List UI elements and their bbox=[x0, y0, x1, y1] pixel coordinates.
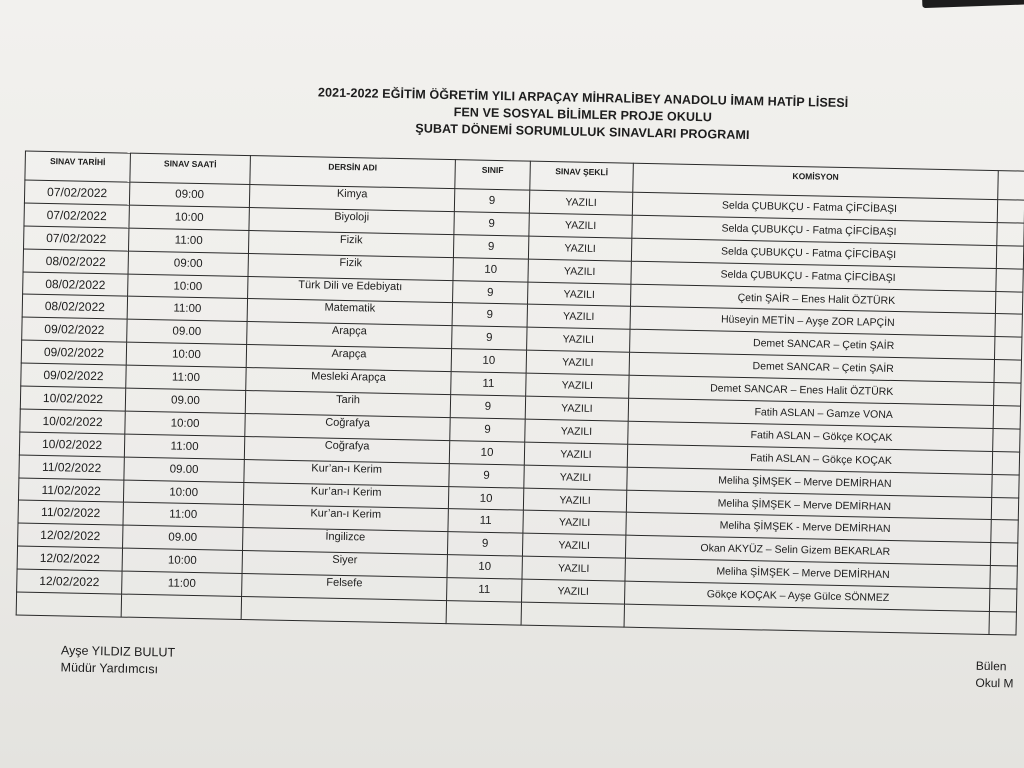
commission-cell: Selda ÇUBUKÇU - Fatma ÇİFCİBAŞI bbox=[631, 261, 996, 291]
right-signatory-title-fragment: Okul M bbox=[975, 675, 1014, 691]
exam-time-cell: 11:00 bbox=[123, 503, 243, 528]
exam-date-cell: 11/02/2022 bbox=[18, 500, 123, 525]
class-cell: 9 bbox=[453, 234, 528, 258]
extra-cell bbox=[995, 291, 1022, 314]
commission-cell: Fatih ASLAN – Gökçe KOÇAK bbox=[627, 444, 992, 474]
class-cell: 9 bbox=[449, 463, 524, 487]
exam-date-cell: 12/02/2022 bbox=[18, 523, 123, 548]
exam-type-cell: YAZILI bbox=[526, 373, 629, 398]
exam-time-cell: 11:00 bbox=[126, 365, 246, 390]
exam-type-cell: YAZILI bbox=[523, 488, 626, 513]
commission-cell: Demet SANCAR – Enes Halit ÖZTÜRK bbox=[629, 375, 994, 405]
exam-date-cell: 08/02/2022 bbox=[23, 249, 128, 274]
commission-cell: Meliha ŞİMŞEK – Merve DEMİRHAN bbox=[625, 558, 990, 588]
extra-cell bbox=[992, 451, 1019, 474]
exam-type-cell: YAZILI bbox=[527, 282, 630, 307]
extra-cell bbox=[993, 428, 1020, 451]
exam-type-cell: YAZILI bbox=[528, 236, 631, 261]
exam-date-cell: 10/02/2022 bbox=[20, 386, 125, 411]
extra-cell bbox=[989, 612, 1016, 635]
exam-type-cell: YAZILI bbox=[528, 259, 631, 284]
class-cell: 9 bbox=[453, 280, 528, 304]
exam-type-cell: YAZILI bbox=[529, 213, 632, 238]
extra-cell bbox=[990, 566, 1017, 589]
course-name-cell: Kur’an-ı Kerim bbox=[243, 505, 448, 532]
course-name-cell: Kur’an-ı Kerim bbox=[243, 482, 448, 509]
class-cell: 10 bbox=[447, 555, 522, 579]
commission-cell: Selda ÇUBUKÇU - Fatma ÇİFCİBAŞI bbox=[631, 238, 996, 268]
extra-cell bbox=[990, 543, 1017, 566]
course-name-cell: Kur’an-ı Kerim bbox=[244, 459, 449, 486]
commission-cell: Selda ÇUBUKÇU - Fatma ÇİFCİBAŞI bbox=[632, 192, 997, 222]
class-cell: 9 bbox=[447, 532, 522, 556]
class-cell: 9 bbox=[450, 418, 525, 442]
extra-cell bbox=[997, 200, 1024, 223]
exam-type-cell: YAZILI bbox=[522, 533, 625, 558]
commission-cell: Demet SANCAR – Çetin ŞAİR bbox=[629, 352, 994, 382]
exam-date-cell: 11/02/2022 bbox=[19, 455, 124, 480]
exam-type-cell: YAZILI bbox=[525, 396, 628, 421]
course-name-cell bbox=[241, 596, 446, 623]
exam-date-cell: 10/02/2022 bbox=[20, 409, 125, 434]
extra-cell bbox=[994, 383, 1021, 406]
extra-cell bbox=[997, 222, 1024, 245]
header-exam-type: SINAV ŞEKLİ bbox=[530, 161, 634, 192]
class-cell: 9 bbox=[452, 303, 527, 327]
header-commission: KOMİSYON bbox=[633, 163, 999, 199]
commission-cell: Okan AKYÜZ – Selin Gizem BEKARLAR bbox=[625, 536, 990, 566]
commission-cell: Meliha ŞİMŞEK – Merve DEMİRHAN bbox=[626, 490, 991, 520]
exam-time-cell: 11:00 bbox=[122, 571, 242, 596]
exam-date-cell: 07/02/2022 bbox=[24, 180, 129, 205]
extra-cell bbox=[994, 360, 1021, 383]
class-cell: 9 bbox=[454, 212, 529, 236]
commission-cell: Demet SANCAR – Çetin ŞAİR bbox=[630, 330, 995, 360]
extra-cell bbox=[996, 245, 1023, 268]
commission-cell: Selda ÇUBUKÇU - Fatma ÇİFCİBAŞI bbox=[632, 215, 997, 245]
exam-date-cell: 09/02/2022 bbox=[21, 363, 126, 388]
course-name-cell: Mesleki Arapça bbox=[246, 368, 451, 395]
exam-time-cell: 11:00 bbox=[124, 434, 244, 459]
exam-time-cell: 09:00 bbox=[129, 182, 249, 207]
course-name-cell: Felsefe bbox=[242, 574, 447, 601]
header-course-name: DERSİN ADI bbox=[250, 156, 456, 189]
exam-date-cell: 10/02/2022 bbox=[19, 432, 124, 457]
exam-type-cell: YAZILI bbox=[529, 190, 632, 215]
exam-time-cell: 09.00 bbox=[123, 525, 243, 550]
exam-date-cell: 08/02/2022 bbox=[22, 294, 127, 319]
course-name-cell: Coğrafya bbox=[245, 413, 450, 440]
exam-type-cell: YAZILI bbox=[522, 579, 625, 604]
exam-time-cell: 09.00 bbox=[124, 457, 244, 482]
exam-date-cell: 09/02/2022 bbox=[22, 317, 127, 342]
commission-cell: Fatih ASLAN – Gamze VONA bbox=[628, 398, 993, 428]
exam-type-cell: YAZILI bbox=[524, 465, 627, 490]
exam-date-cell: 07/02/2022 bbox=[24, 226, 129, 251]
course-name-cell: Türk Dili ve Edebiyatı bbox=[248, 276, 453, 303]
class-cell: 9 bbox=[454, 189, 529, 213]
exam-time-cell: 10:00 bbox=[128, 274, 248, 299]
commission-cell: Gökçe KOÇAK – Ayşe Gülce SÖNMEZ bbox=[624, 581, 989, 611]
right-signature-block bbox=[975, 658, 1014, 693]
document-header bbox=[287, 84, 878, 147]
exam-date-cell: 12/02/2022 bbox=[17, 546, 122, 571]
course-name-cell: Fizik bbox=[248, 230, 453, 257]
course-name-cell: Arapça bbox=[247, 322, 452, 349]
exam-date-cell: 09/02/2022 bbox=[21, 340, 126, 365]
course-name-cell: Siyer bbox=[242, 551, 447, 578]
header-extra-column bbox=[998, 171, 1024, 201]
course-name-cell: Fizik bbox=[248, 253, 453, 280]
exam-schedule-table bbox=[16, 151, 1024, 636]
header-class: SINIF bbox=[455, 160, 531, 190]
class-cell: 11 bbox=[451, 372, 526, 396]
commission-cell: Hüseyin METİN – Ayşe ZOR LAPÇİN bbox=[630, 307, 995, 337]
extra-cell bbox=[994, 337, 1021, 360]
exam-date-cell: 11/02/2022 bbox=[18, 478, 123, 503]
course-name-cell: Tarih bbox=[245, 391, 450, 418]
exam-date-cell bbox=[16, 592, 121, 617]
course-name-cell: Arapça bbox=[246, 345, 451, 372]
extra-cell bbox=[993, 406, 1020, 429]
header-line-3: ŞUBAT DÖNEMİ SORUMLULUK SINAVLARI PROGRAMI bbox=[415, 121, 750, 143]
class-cell: 11 bbox=[448, 509, 523, 533]
extra-cell bbox=[996, 268, 1023, 291]
exam-time-cell: 09.00 bbox=[127, 319, 247, 344]
commission-cell: Çetin ŞAİR – Enes Halit ÖZTÜRK bbox=[630, 284, 995, 314]
left-signatory-name: Ayşe YILDIZ BULUT bbox=[60, 643, 176, 660]
course-name-cell: Matematik bbox=[247, 299, 452, 326]
commission-cell: Meliha ŞİMŞEK - Merve DEMİRHAN bbox=[626, 513, 991, 543]
exam-date-cell: 12/02/2022 bbox=[17, 569, 122, 594]
exam-type-cell: YAZILI bbox=[527, 327, 630, 352]
exam-type-cell: YAZILI bbox=[526, 350, 629, 375]
class-cell: 11 bbox=[447, 578, 522, 602]
extra-cell bbox=[989, 589, 1016, 612]
class-cell: 9 bbox=[452, 326, 527, 350]
exam-date-cell: 08/02/2022 bbox=[23, 272, 128, 297]
exam-type-cell bbox=[521, 602, 624, 627]
exam-time-cell: 11:00 bbox=[128, 228, 248, 253]
exam-time-cell: 10:00 bbox=[122, 548, 242, 573]
exam-type-cell: YAZILI bbox=[522, 556, 625, 581]
exam-time-cell: 10:00 bbox=[123, 480, 243, 505]
exam-time-cell: 10:00 bbox=[126, 342, 246, 367]
extra-cell bbox=[991, 520, 1018, 543]
left-signature-block bbox=[60, 642, 175, 678]
class-cell: 9 bbox=[450, 395, 525, 419]
header-exam-date: SINAV TARİHİ bbox=[25, 151, 131, 182]
class-cell: 10 bbox=[451, 349, 526, 373]
course-name-cell: Biyoloji bbox=[249, 207, 454, 234]
course-name-cell: Coğrafya bbox=[244, 436, 449, 463]
dark-corner-shadow bbox=[922, 0, 1024, 8]
extra-cell bbox=[991, 497, 1018, 520]
exam-type-cell: YAZILI bbox=[524, 442, 627, 467]
course-name-cell: Kimya bbox=[249, 185, 454, 212]
left-signatory-title: Müdür Yardımcısı bbox=[60, 660, 159, 677]
exam-type-cell: YAZILI bbox=[525, 419, 628, 444]
exam-time-cell: 10:00 bbox=[125, 411, 245, 436]
exam-type-cell: YAZILI bbox=[527, 305, 630, 330]
exam-type-cell: YAZILI bbox=[523, 511, 626, 536]
commission-cell: Meliha ŞİMŞEK – Merve DEMİRHAN bbox=[627, 467, 992, 497]
course-name-cell: İngilizce bbox=[242, 528, 447, 555]
extra-cell bbox=[995, 314, 1022, 337]
class-cell bbox=[446, 601, 521, 625]
exam-time-cell: 09.00 bbox=[125, 388, 245, 413]
class-cell: 10 bbox=[449, 440, 524, 464]
commission-cell: Fatih ASLAN – Gökçe KOÇAK bbox=[628, 421, 993, 451]
exam-time-cell: 11:00 bbox=[127, 297, 247, 322]
class-cell: 10 bbox=[453, 257, 528, 281]
class-cell: 10 bbox=[448, 486, 523, 510]
exam-time-cell: 09:00 bbox=[128, 251, 248, 276]
exam-time-cell: 10:00 bbox=[129, 205, 249, 230]
header-line-2: FEN VE SOSYAL BİLİMLER PROJE OKULU bbox=[453, 105, 713, 125]
exam-date-cell: 07/02/2022 bbox=[24, 203, 129, 228]
extra-cell bbox=[992, 474, 1019, 497]
header-exam-time: SINAV SAATİ bbox=[130, 153, 251, 184]
right-signatory-name-fragment: Bülen bbox=[975, 658, 1007, 674]
header-line-1: 2021-2022 EĞİTİM ÖĞRETİM YILI ARPAÇAY MİHRALİBEY ANADOLU İMAM HATİP LİSESİ bbox=[317, 85, 849, 111]
exam-time-cell bbox=[121, 594, 241, 619]
